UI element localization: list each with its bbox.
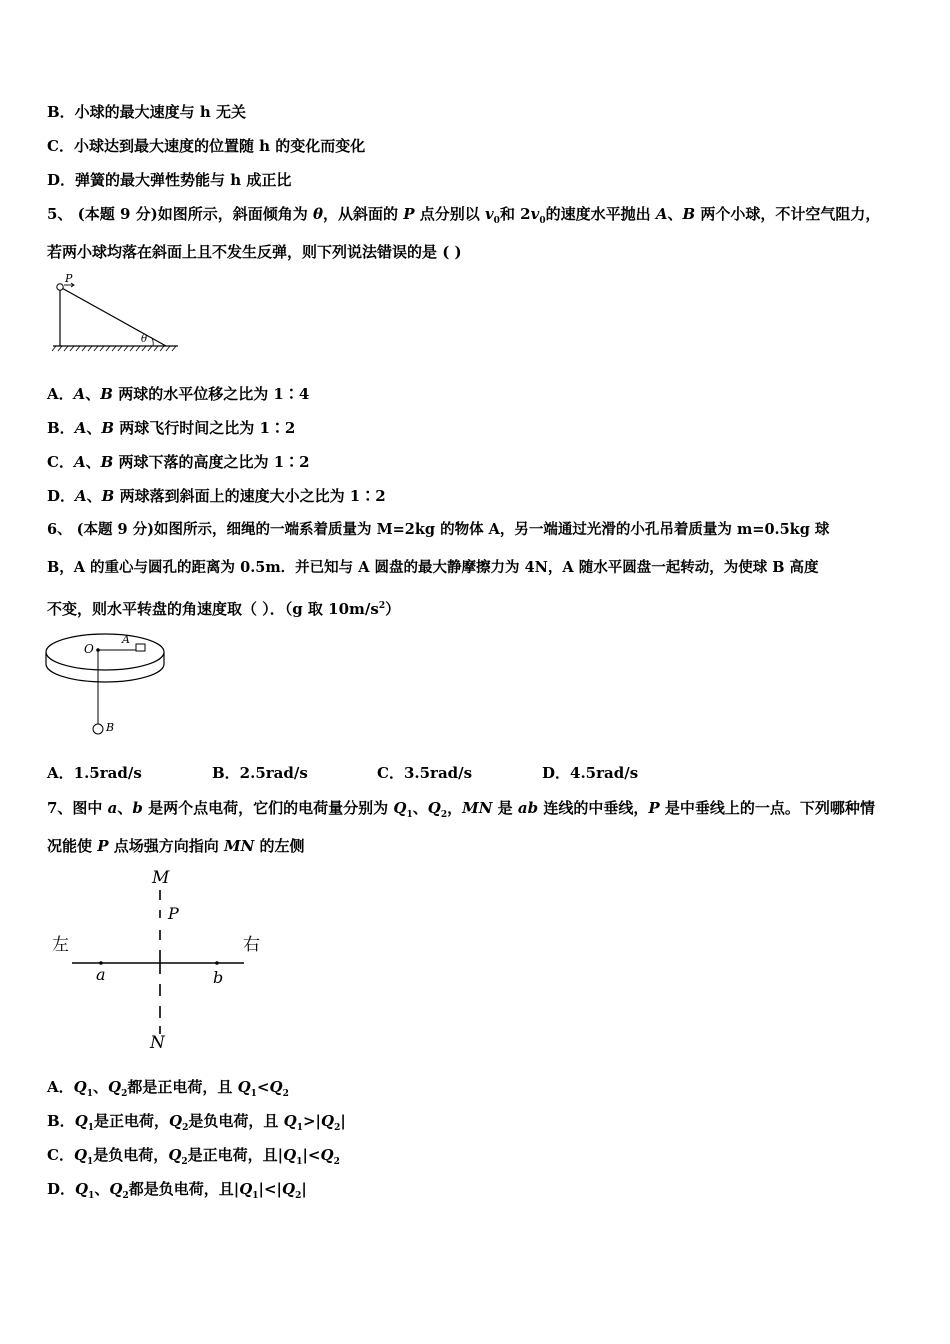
q5-option-d: D．A、B 两球落到斜面上的速度大小之比为 1∶2 bbox=[47, 487, 386, 505]
q7-figure-label-a: a bbox=[96, 965, 106, 984]
q7-figure-label-m: M bbox=[152, 868, 170, 888]
q6-option-c: C．3.5rad/s bbox=[377, 764, 473, 782]
q6-figure-label-b: B bbox=[106, 721, 115, 734]
q5-option-c: C．A、B 两球下落的高度之比为 1∶2 bbox=[47, 453, 310, 471]
q6-option-a: A．1.5rad/s bbox=[47, 764, 142, 782]
q6-stem-line1: 6、 (本题 9 分)如图所示，细绳的一端系着质量为 M=2kg 的物体 A，另一端通过光滑的小孔吊着质量为 m=0.5kg 球 bbox=[47, 521, 830, 538]
q6-figure-label-a: A bbox=[122, 633, 130, 646]
q4-option-c: C．小球达到最大速度的位置随 h 的变化而变化 bbox=[47, 137, 366, 155]
q4-option-b: B．小球的最大速度与 h 无关 bbox=[47, 103, 247, 121]
q7-option-a: A．$Q_1$、$Q_2$都是正电荷，且 $Q_1<Q_2$ bbox=[47, 1078, 289, 1099]
q5-figure-label-p: P bbox=[65, 272, 73, 285]
q5-option-b: B．A、B 两球飞行时间之比为 1∶2 bbox=[47, 419, 296, 437]
q6-stem-line3: 不变，则水平转盘的角速度取（ ）．（g 取 $10m/s^2$） bbox=[47, 600, 401, 618]
q7-figure-label-left: 左 bbox=[52, 935, 69, 955]
q5-stem-line1: 5、 (本题 9 分)如图所示，斜面倾角为 θ，从斜面的 P 点分别以 $v_0$和 $2v_0$的速度水平抛出 A、B 两个小球，不计空气阻力， bbox=[47, 205, 881, 226]
q7-figure-label-n: N bbox=[150, 1033, 165, 1053]
q6-stem-line2: B，A 的重心与圆孔的距离为 0.5m．并已知与 A 圆盘的最大静摩擦力为 4N，A 随水平圆盘一起转动，为使球 B 高度 bbox=[47, 559, 819, 576]
q7-figure-label-right: 右 bbox=[243, 935, 260, 955]
q7-charges-figure bbox=[44, 866, 274, 1056]
q7-stem-line2: 况能使 P 点场强方向指向 MN 的左侧 bbox=[47, 837, 305, 855]
q7-option-c: C．$Q_1$是负电荷，$Q_2$是正电荷，且$|Q_1|<Q_2$ bbox=[47, 1146, 340, 1167]
q7-option-b: B．$Q_1$是正电荷，$Q_2$是负电荷，且 $Q_1>|Q_2|$ bbox=[47, 1112, 346, 1133]
q6-figure-label-o: O bbox=[84, 642, 94, 656]
q7-stem-line1: 7、图中 a、b 是两个点电荷，它们的电荷量分别为 $Q_1$、$Q_2$，MN 是 ab 连线的中垂线，P 是中垂线上的一点。下列哪种情 bbox=[47, 799, 875, 820]
q5-figure-label-theta: θ bbox=[141, 334, 148, 345]
q4-option-d: D．弹簧的最大弹性势能与 h 成正比 bbox=[47, 171, 292, 189]
q7-option-d: D．$Q_1$、$Q_2$都是负电荷，且$|Q_1|<|Q_2|$ bbox=[47, 1180, 307, 1201]
q5-option-a: A．A、B 两球的水平位移之比为 1∶4 bbox=[47, 385, 310, 403]
q6-option-b: B．2.5rad/s bbox=[212, 764, 308, 782]
q5-stem-line2: 若两小球均落在斜面上且不发生反弹，则下列说法错误的是 ( ) bbox=[47, 243, 462, 261]
q6-option-d: D．4.5rad/s bbox=[542, 764, 639, 782]
q7-figure-label-b: b bbox=[213, 968, 224, 987]
q7-figure-label-p: P bbox=[168, 904, 179, 923]
